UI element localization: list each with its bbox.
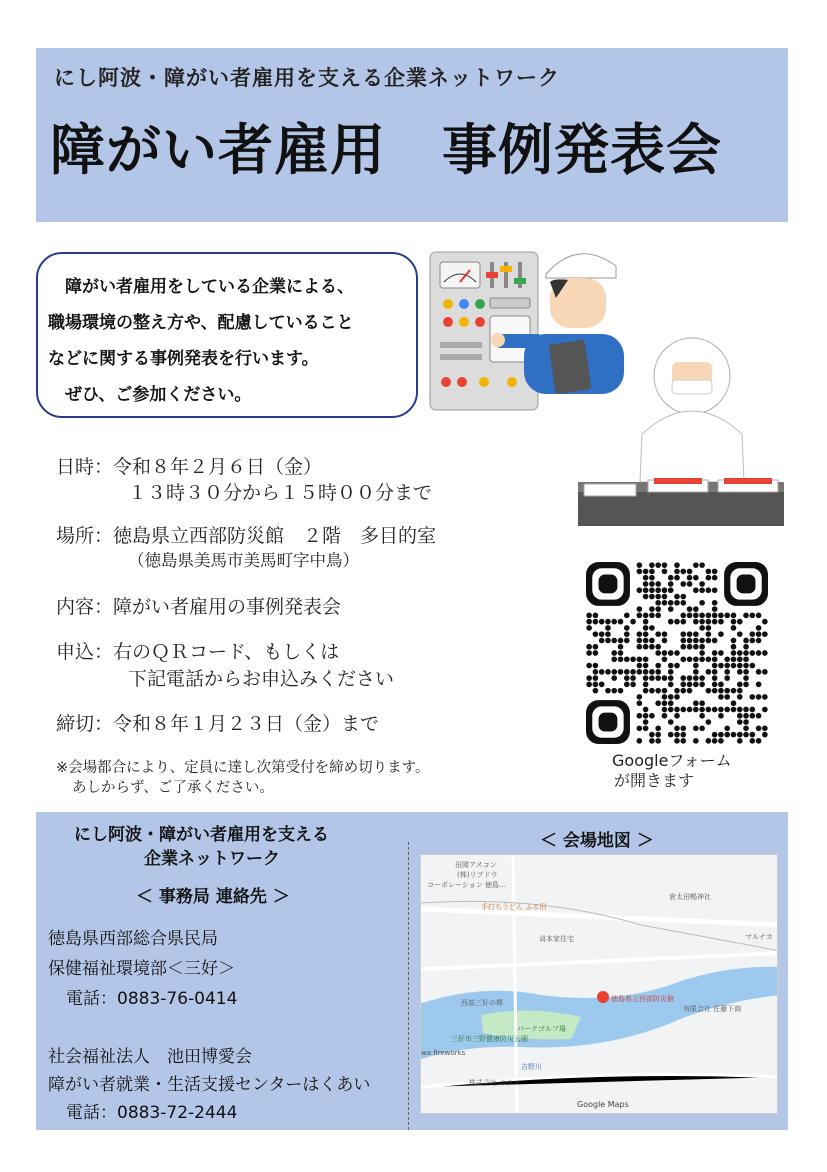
map-label-3: コーポレーション 徳島… (427, 881, 506, 889)
map-label-12: wa fireworks (421, 1049, 466, 1057)
footer-divider (408, 842, 409, 1130)
worker-illustration (428, 238, 784, 534)
qr-caption-1: Googleフォーム (612, 751, 732, 770)
intro-line-4: ぜひ、ご参加ください。 (48, 385, 252, 405)
map-label-9: 西部三好の郷 (461, 999, 503, 1007)
contact-heading: ＜ 事務局 連絡先 ＞ (136, 887, 290, 907)
datetime-label: 日時： (56, 456, 114, 478)
map-label-4: 手打ちうどん ふる田 (481, 903, 547, 911)
datetime-value: 令和８年２月６日（金） (113, 456, 323, 478)
deadline-value: 令和８年１月２３日（金）まで (113, 713, 380, 735)
place-label: 場所： (56, 525, 114, 547)
datetime-value-2: １３時３０分から１５時００分まで (128, 482, 433, 504)
map-label-7: マルナカ (745, 933, 773, 941)
phone-1[interactable]: 電話：0883-76-0414 (66, 989, 238, 1009)
intro-box (36, 252, 418, 418)
qr-code-image (586, 562, 768, 744)
office-4: 障がい者就業・生活支援センターはくあい (48, 1075, 371, 1095)
place-value-2: （徳島県美馬市美馬町字中鳥） (128, 551, 359, 570)
apply-label: 申込： (56, 641, 114, 663)
intro-line-3: などに関する事例発表を行います。 (48, 349, 319, 369)
content-row (56, 592, 341, 619)
map-label-6: 貞本家住宅 (539, 935, 574, 943)
intro-line-2: 職場環境の整え方や、配慮していること (48, 313, 354, 333)
phone-2[interactable]: 電話：0883-72-2444 (66, 1103, 238, 1123)
map-label-8: 徳島県立西部防災館 (611, 995, 674, 1003)
qr-code[interactable] (586, 562, 768, 744)
map-label-10: パークゴルフ場 (517, 1025, 566, 1033)
note-1: ※会場都合により、定員に達し次第受付を締め切ります。 (56, 760, 430, 776)
map-label-5: 倉太田鴨神社 (669, 893, 711, 901)
map-attribution: Google Maps (577, 1100, 629, 1109)
header-band (36, 48, 788, 222)
apply-row (56, 637, 339, 664)
datetime-row (56, 452, 322, 479)
content-value: 障がい者雇用の事例発表会 (113, 596, 342, 618)
apply-value: 右のＱＲコード、もしくは (113, 641, 340, 663)
map-pin-icon[interactable] (597, 991, 609, 1003)
note-2: あしからず、ご了承ください。 (72, 780, 274, 796)
map-canvas (421, 855, 777, 1113)
map-label-11: 三好市三野健康防災公園 (451, 1035, 528, 1043)
map-label-1: 田岡アスコン (455, 861, 497, 869)
office-1: 徳島県西部総合県民局 (48, 929, 218, 949)
map-heading: ＜ 会場地図 ＞ (540, 831, 654, 851)
place-value: 徳島県立西部防災館 ２階 多目的室 (113, 525, 437, 547)
header-subtitle: にし阿波・障がい者雇用を支える企業ネットワーク (54, 66, 560, 90)
map-label-15: 有限会社 佐藤下商 (683, 1005, 742, 1013)
intro-line-1: 障がい者雇用をしている企業による、 (48, 277, 354, 297)
deadline-row (56, 709, 379, 736)
qr-caption-2: が開きます (614, 771, 695, 790)
map-label-13: 吉野川 (521, 1063, 542, 1071)
content-label: 内容： (56, 596, 114, 618)
venue-map[interactable] (420, 854, 778, 1114)
footer-org-1: にし阿波・障がい者雇用を支える (74, 825, 329, 845)
map-label-14: 株式会社 ホクベ (469, 1079, 521, 1087)
map-label-2: (株)リブドウ (457, 871, 498, 879)
office-3: 社会福祉法人 池田博愛会 (48, 1047, 252, 1067)
place-row (56, 521, 436, 548)
apply-value-2: 下記電話からお申込みください (128, 668, 395, 690)
deadline-label: 締切： (56, 713, 114, 735)
page-title: 障がい者雇用 事例発表会 (50, 118, 723, 182)
office-2: 保健福祉環境部＜三好＞ (48, 959, 235, 979)
footer-org-2: 企業ネットワーク (144, 849, 280, 869)
